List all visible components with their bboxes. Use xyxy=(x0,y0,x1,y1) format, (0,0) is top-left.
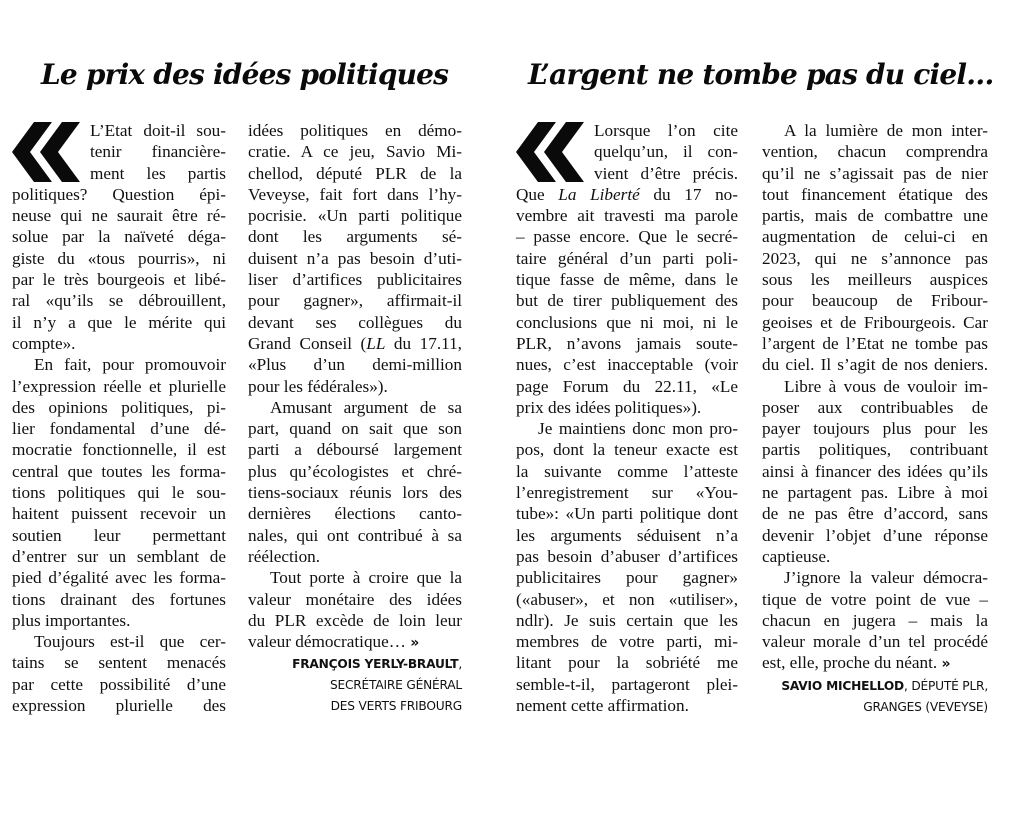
close-quote-mark: » xyxy=(410,635,420,652)
text-line: devenir l’objet d’une réponse xyxy=(762,525,988,545)
text-line: Veveyse, fait fort dans l’hy- xyxy=(248,184,462,204)
text-line: payer toujours plus pour les xyxy=(762,419,988,439)
text-line: dernières élections canto- xyxy=(248,504,462,524)
text-line: pied d’égalité avec les forma- xyxy=(12,568,226,588)
text-line xyxy=(762,652,988,675)
signature-comma: , xyxy=(458,657,462,672)
text-line: du PLR excède de loin leur xyxy=(248,610,462,630)
text-line: de ne pas être d’accord, sans xyxy=(762,504,988,524)
text-line: nues, c’est inacceptable (voir xyxy=(516,355,738,375)
text-line: réélection. xyxy=(248,546,321,566)
text-line: du ciel. Il s’agit de nos deniers. xyxy=(762,355,988,375)
text-line: augmentation de celui-ci en xyxy=(762,227,988,247)
text-line: nales, qui ont contribué à sa xyxy=(248,525,462,545)
text-line: En fait, pour promouvoir xyxy=(34,355,226,375)
text-line: mocratie fonctionnelle, il est xyxy=(12,440,226,460)
text-line: Toujours est-il que cer- xyxy=(34,632,226,652)
text-line: prix des idées politiques»). xyxy=(516,397,702,417)
text-line: tiens-sociaux réunis lors des xyxy=(248,483,462,503)
text-line: lier fondamental d’une dé- xyxy=(12,419,226,439)
text-line: solue par la naïveté déga- xyxy=(12,227,226,247)
text-line: cratie. A ce jeu, Savio Mi- xyxy=(248,142,462,162)
text-line xyxy=(516,184,738,205)
text-line: tenir financière- xyxy=(90,142,226,162)
text-fragment: du 17 no- xyxy=(639,184,738,204)
author-name: SAVIO MICHELLOD xyxy=(781,678,904,693)
article2-headline: L’argent ne tombe pas du ciel… xyxy=(528,58,994,91)
text-line: tube»: «Un parti politique dont xyxy=(516,504,738,524)
text-line: ndlr). Je suis certain que les xyxy=(516,610,738,630)
text-line: par le très bourgeois et libé- xyxy=(12,270,226,290)
text-line: tions drainant des fortunes xyxy=(12,589,226,609)
text-line: – passe encore. Que le secré- xyxy=(516,227,738,247)
text-line: politiques? Question épi- xyxy=(12,184,226,204)
text-line: liser d’artifices publicitaires xyxy=(248,270,462,290)
text-line: publicitaires pour gagner» xyxy=(516,568,738,588)
text-line: PLR, n’avons jamais soute- xyxy=(516,333,738,353)
text-line: qu’il ne s’agissait pas de nier xyxy=(762,163,988,183)
text-line: pour beaucoup de Fribour- xyxy=(762,291,988,311)
text-line: dont les arguments sé- xyxy=(248,227,462,247)
text-line: ment les partis xyxy=(90,163,226,183)
text-line: pour gagner», affirmait-il xyxy=(248,291,462,311)
text-line: d’entrer sur un semblant de xyxy=(12,546,226,566)
text-line: 2023, qui ne s’annonce pas xyxy=(762,248,988,268)
text-line: Lorsque l’on cite xyxy=(594,121,738,140)
text-line: Amusant argument de sa xyxy=(270,397,462,417)
text-line: page Forum du 22.11, «Le xyxy=(516,376,738,396)
author-affiliation: DES VERTS FRIBOURG xyxy=(330,699,462,714)
text-line: valeur monétaire des idées xyxy=(248,589,462,609)
text-line: pocrisie. «Un parti politique xyxy=(248,206,462,226)
text-line: soutien leur permettant xyxy=(12,525,226,545)
text-line: valeur morale d’un tel procédé xyxy=(762,632,988,652)
text-line: chacun en jugera – mais la xyxy=(762,610,988,630)
article1-headline: Le prix des idées politiques xyxy=(41,58,449,91)
author-location: GRANGES (VEVEYSE) xyxy=(863,699,988,714)
open-quote-icon xyxy=(12,122,84,182)
text-line: pos, dont la teneur exacte est xyxy=(516,440,738,460)
text-line: L’Etat doit-il sou- xyxy=(90,121,226,140)
text-line: J’ignore la valeur démocra- xyxy=(784,568,988,588)
article1-signature xyxy=(248,654,462,717)
text-line: l’enregistrement sur «You- xyxy=(516,483,738,503)
text-line: l’argent de l’Etat ne tombe pas xyxy=(762,333,988,353)
author-name: FRANÇOIS YERLY-BRAULT xyxy=(292,657,459,672)
text-line: haitent puissent recevoir un xyxy=(12,504,226,524)
text-line: la suivante comme l’atteste xyxy=(516,461,738,481)
text-line: vient d’être précis. xyxy=(594,163,738,183)
text-line: but de tirer publiquement des xyxy=(516,291,738,311)
text-line: A la lumière de mon inter- xyxy=(784,121,988,140)
ll-abbreviation: LL xyxy=(366,333,386,353)
text-line: taire général d’un parti poli- xyxy=(516,248,738,268)
text-line: quelqu’un, il con- xyxy=(594,142,738,162)
text-line: chellod, député PLR de la xyxy=(248,163,462,183)
text-line: duisent n’a pas besoin d’uti- xyxy=(248,248,462,268)
text-line: central que toutes les forma- xyxy=(12,461,226,481)
text-line: Tout porte à croire que la xyxy=(270,568,462,588)
text-line xyxy=(248,333,462,354)
text-line: Libre à vous de vouloir im- xyxy=(784,376,988,396)
text-line: vention, chacun comprendra xyxy=(762,142,988,162)
newspaper-name: La Liberté xyxy=(558,184,640,204)
text-fragment: valeur démocratique… xyxy=(248,632,406,652)
text-line: poser aux contribuables de xyxy=(762,397,988,417)
text-line: tions politiques qui le sou- xyxy=(12,483,226,503)
text-line: Je maintiens donc mon pro- xyxy=(538,419,738,439)
text-line: parti a déboursé largement xyxy=(248,440,462,460)
text-line: «Plus d’un demi-million xyxy=(248,355,462,375)
text-line xyxy=(248,631,462,654)
text-line: des opinions politiques, pi- xyxy=(12,397,226,417)
text-line: devant ses collègues du xyxy=(248,312,462,332)
text-line: conclusions que ni moi, ni le xyxy=(516,312,738,332)
text-line: tains se sentent menacés xyxy=(12,653,226,673)
text-line: tique fasse de même, dans le xyxy=(516,270,738,290)
text-line: neuse qui ne saurait être ré- xyxy=(12,206,226,226)
text-line: l’expression réelle et plurielle xyxy=(12,376,226,396)
text-line: sous les meilleurs auspices xyxy=(762,270,988,290)
article1-column2 xyxy=(248,120,462,717)
text-fragment: Grand Conseil ( xyxy=(248,333,367,353)
author-title: SECRÉTAIRE GÉNÉRAL xyxy=(329,678,462,693)
text-line: plus importantes. xyxy=(12,610,131,630)
text-line: il n’y a que le mérite qui xyxy=(12,312,226,332)
open-quote-icon xyxy=(516,122,588,182)
text-line: semble-t-il, partageront plei- xyxy=(516,674,738,694)
article2-signature xyxy=(762,676,988,718)
text-line: membres de votre parti, mi- xyxy=(516,632,738,652)
text-line: pour les fédérales»). xyxy=(248,376,388,396)
text-line: tout financement étatique des xyxy=(762,184,988,204)
text-line: pas besoin d’abuser d’artifices xyxy=(516,546,738,566)
text-line: plus qu’écologistes et chré- xyxy=(248,461,462,481)
text-line: giste du «tous pourris», ni xyxy=(12,248,226,268)
article2-column1 xyxy=(516,120,738,716)
text-line: tique de votre point de vue – xyxy=(762,589,988,609)
text-line: litant pour la sobriété me xyxy=(516,653,738,673)
text-line: compte». xyxy=(12,333,76,353)
text-line: captieuse. xyxy=(762,546,831,566)
article1-column1 xyxy=(12,120,226,716)
author-title: , DÉPUTÉ PLR, xyxy=(903,678,988,693)
text-line: nement cette affirmation. xyxy=(516,696,689,716)
text-line: ainsi à financer des idées qu’ils xyxy=(762,461,988,481)
text-line: ral «qu’ils se débrouillent, xyxy=(12,291,226,311)
text-line: geoises et de Fribourgeois. Car xyxy=(762,312,988,332)
close-quote-mark: » xyxy=(941,656,951,673)
text-line: partis, mais de combattre une xyxy=(762,206,988,226)
text-line: expression plurielle des xyxy=(12,696,226,716)
article2-column2 xyxy=(762,120,988,718)
text-line: vembre ait travesti ma parole xyxy=(516,206,738,226)
text-line: ne partagent pas. Libre à moi xyxy=(762,483,988,503)
text-fragment: du 17.11, xyxy=(385,333,462,353)
text-fragment: Que xyxy=(516,184,559,204)
text-line: partis politiques, contribuant xyxy=(762,440,988,460)
text-line: part, quand on sait que son xyxy=(248,419,462,439)
text-line: les arguments séduisent n’a xyxy=(516,525,738,545)
text-line: idées politiques en démo- xyxy=(248,121,462,140)
text-fragment: est, elle, proche du néant. xyxy=(762,653,938,673)
text-line: par cette possibilité d’une xyxy=(12,674,226,694)
text-line: («abuser», et non «utiliser», xyxy=(516,589,738,609)
